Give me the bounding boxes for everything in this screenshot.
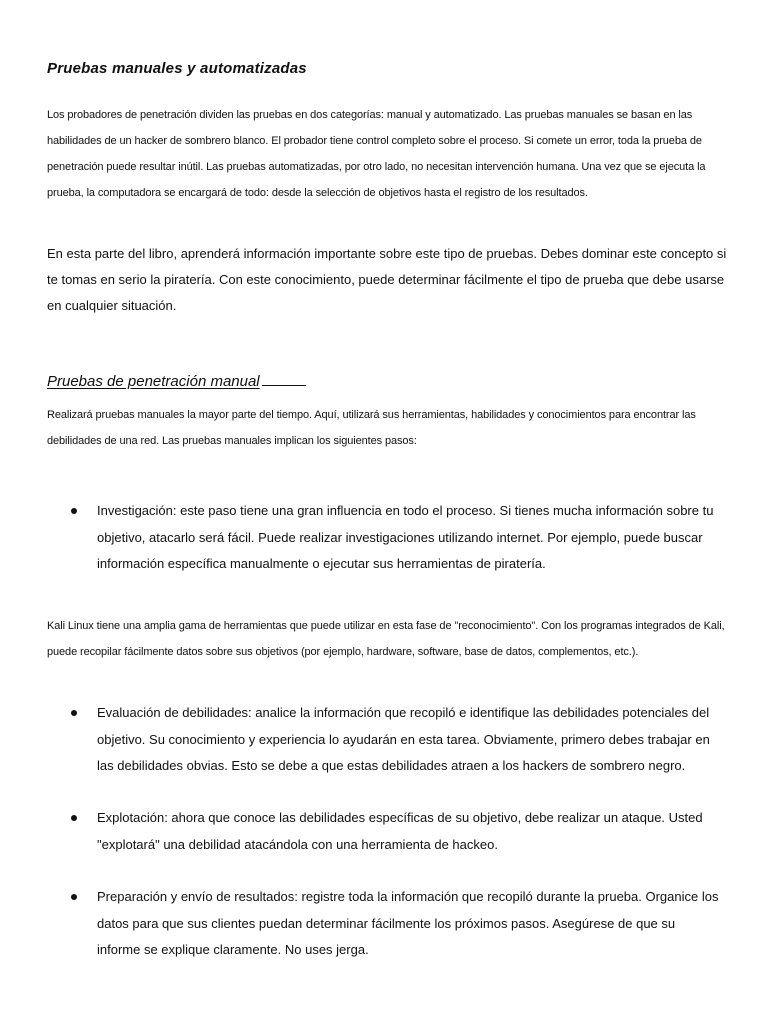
bullet-icon	[71, 710, 77, 716]
list-item-text: Evaluación de debilidades: analice la información que recopiló e identifique las debilidades potenciales del objetivo. Su conocimiento y experiencia lo ayudarán en esta tarea. Obviamente, primero debes trabajar en las debilidades obvias. Esto se debe a que estas debilidades atraen a los hackers de sombrero negro.	[97, 705, 710, 773]
paragraph-book-part-info: En esta parte del libro, aprenderá información importante sobre este tipo de pruebas. Debes dominar este concepto si te tomas en serio la piratería. Con este conocimiento, puede determinar fácilmente el tipo de prueba que debe usarse en cualquier situación.	[47, 246, 727, 313]
section-heading-manual-pentest	[47, 371, 306, 390]
paragraph-kali-linux: Kali Linux tiene una amplia gama de herramientas que puede utilizar en esta fase de "reconocimiento". Con los programas integrados de Kali, puede recopilar fácilmente datos sobre sus objetivos (por ejemplo, hardware, software, base de datos, complementos, etc.).	[47, 620, 725, 658]
bullet-icon	[71, 815, 77, 821]
paragraph-testers-categories: Los probadores de penetración dividen las pruebas en dos categorías: manual y automatizado. Las pruebas manuales se basan en las habilidades de un hacker de sombrero blanco. El probador tiene control completo sobre el proceso. Si comete un error, toda la prueba de penetración puede resultar inútil. Las pruebas automatizadas, por otro lado, no necesitan intervención humana. Una vez que se ejecuta la prueba, la computadora se encargará de todo: desde la selección de objetivos hasta el registro de los resultados.	[47, 109, 706, 199]
list-item-text: Explotación: ahora que conoce las debilidades específicas de su objetivo, debe realizar un ataque. Usted "explotará" una debilidad atacándola con una herramienta de hackeo.	[97, 810, 703, 852]
heading-underline-rule	[262, 371, 306, 386]
list-item-text: Preparación y envío de resultados: registre toda la información que recopiló durante la prueba. Organice los datos para que sus clientes puedan determinar fácilmente los próximos pasos. Asegúrese de que su informe se explique claramente. No uses jerga.	[97, 889, 719, 957]
paragraph-manual-tests-steps: Realizará pruebas manuales la mayor parte del tiempo. Aquí, utilizará sus herramientas, habilidades y conocimientos para encontrar las debilidades de una red. Las pruebas manuales implican los siguientes pasos:	[47, 409, 696, 447]
bullet-icon	[71, 508, 77, 514]
section-heading-manual-automated: Pruebas manuales y automatizadas	[47, 60, 307, 77]
list-item-text: Investigación: este paso tiene una gran influencia en todo el proceso. Si tienes mucha información sobre tu objetivo, atacarlo será fácil. Puede realizar investigaciones utilizando internet. Por ejemplo, puede buscar información específica manualmente o ejecutar sus herramientas de piratería.	[97, 503, 714, 571]
bullet-icon	[71, 894, 77, 900]
section-heading-text: Pruebas de penetración manual	[47, 373, 260, 390]
